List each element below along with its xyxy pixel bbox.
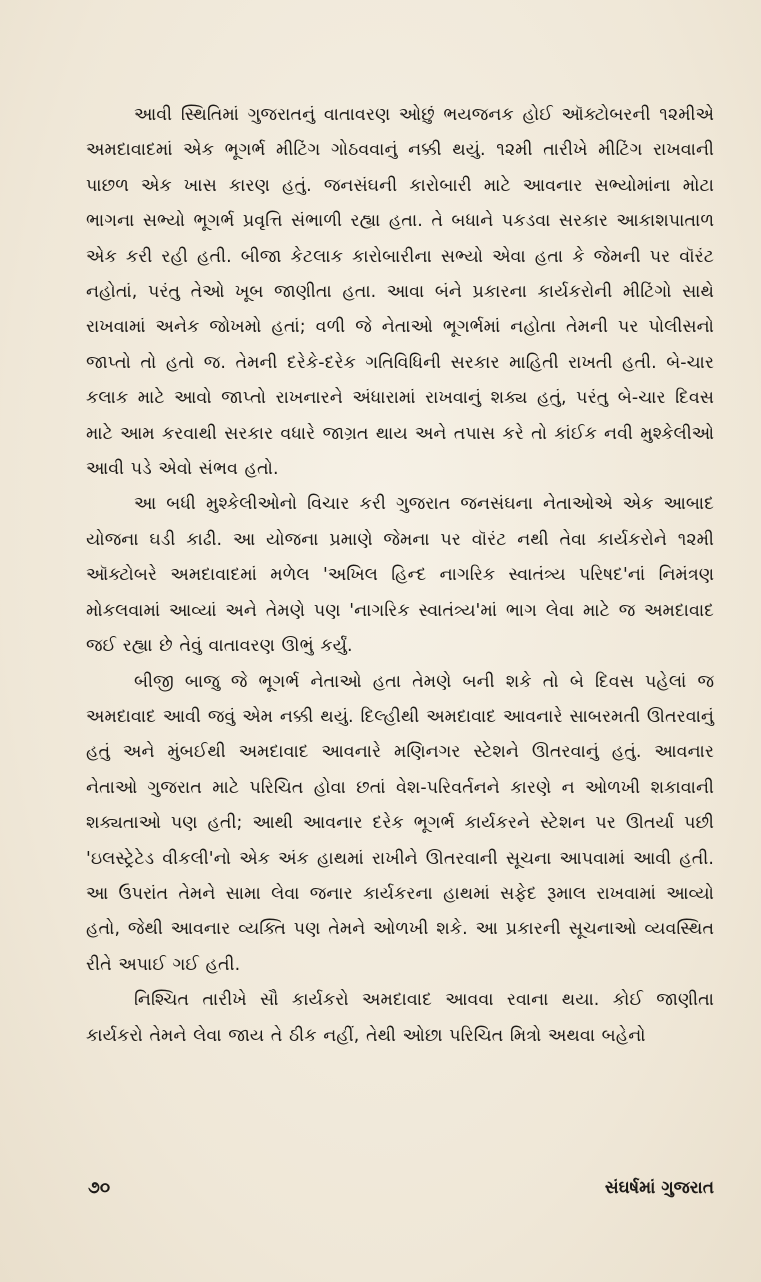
page-footer: [86, 1178, 714, 1206]
paragraph-2: આ બધી મુશ્કેલીઓનો વિચાર કરી ગુજરાત જનસંઘના નેતાઓએ એક આબાદ યોજના ઘડી કાઢી. આ યોજના પ્રમાણે જેમના પર વૉરંટ નથી તેવા કાર્યકરોને ૧૨મી ઑક્ટોબરે અમદાવાદમાં મળેલ 'અખિલ હિન્દ નાગરિક સ્વાતંત્ર્ય પરિષદ'નાં નિમંત્રણ મોકલવામાં આવ્યાં અને તેમણે પણ 'નાગરિક સ્વાતંત્ર્ય'માં ભાગ લેવા માટે જ અમદાવાદ જઈ રહ્યા છે તેવું વાતાવરણ ઊભું કર્યું.: [86, 494, 714, 657]
body-text: [86, 98, 714, 1054]
page-number: ૭૦: [88, 1178, 111, 1198]
paragraph-4: નિશ્ચિત તારીખે સૌ કાર્યકરો અમદાવાદ આવવા રવાના થયા. કોઈ જાણીતા કાર્યકરો તેમને લેવા જાય તે ઠીક નહીં, તેથી ઓછા પરિચિત મિત્રો અથવા બહેનો: [86, 990, 714, 1046]
paragraph-1: આવી સ્થિતિમાં ગુજરાતનું વાતાવરણ ઓછું ભયજનક હોઈ ઑક્ટોબરની ૧૨મીએ અમદાવાદમાં એક ભૂગર્ભ મીટિંગ ગોઠવવાનું નક્કી થયું. ૧૨મી તારીખે મીટિંગ રાખવાની પાછળ એક ખાસ કારણ હતું. જનસંઘની કારોબારી માટે આવનાર સભ્યોમાંના મોટા ભાગના સભ્યો ભૂગર્ભ પ્રવૃત્તિ સંભાળી રહ્યા હતા. તે બધાને પકડવા સરકાર આકાશપાતાળ એક કરી રહી હતી. બીજા કેટલાક કારોબારીના સભ્યો એવા હતા કે જેમની પર વૉરંટ નહોતાં, પરંતુ તેઓ ખૂબ જાણીતા હતા. આવા બંને પ્રકારના કાર્યકરોની મીટિંગો સાથે રાખવામાં અનેક જોખમો હતાં; વળી જે નેતાઓ ભૂગર્ભમાં નહોતા તેમની પર પોલીસનો જાપ્તો તો હતો જ. તેમની દરેકે-દરેક ગતિવિધિની સરકાર માહિતી રાખતી હતી. બે-ચાર કલાક માટે આવો જાપ્તો રાખનારને અંધારામાં રાખવાનું શક્ય હતું, પરંતુ બે-ચાર દિવસ માટે આમ કરવાથી સરકાર વધારે જાગ્રત થાય અને તપાસ કરે તો કાંઈક નવી મુશ્કેલીઓ આવી પડે એવો સંભવ હતો.: [86, 105, 714, 480]
book-title: સંઘર્ષમાં ગુજરાત: [604, 1178, 714, 1198]
paragraph-3: બીજી બાજુ જે ભૂગર્ભ નેતાઓ હતા તેમણે બની શકે તો બે દિવસ પહેલાં જ અમદાવાદ આવી જવું એમ નક્કી થયું. દિલ્હીથી અમદાવાદ આવનારે સાબરમતી ઊતરવાનું હતું અને મુંબઈથી અમદાવાદ આવનારે મણિનગર સ્ટેશને ઊતરવાનું હતું. આવનાર નેતાઓ ગુજરાત માટે પરિચિત હોવા છતાં વેશ-પરિવર્તનને કારણે ન ઓળખી શકાવાની શક્યતાઓ પણ હતી; આથી આવનાર દરેક ભૂગર્ભ કાર્યકરને સ્ટેશન પર ઊતર્યા પછી 'ઇલસ્ટ્રેટેડ વીકલી'નો એક અંક હાથમાં રાખીને ઊતરવાની સૂચના આપવામાં આવી હતી. આ ઉપરાંત તેમને સામા લેવા જનાર કાર્યકરના હાથમાં સફેદ રૂમાલ રાખવામાં આવ્યો હતો, જેથી આવનાર વ્યક્તિ પણ તેમને ઓળખી શકે. આ પ્રકારની સૂચનાઓ વ્યવસ્થિત રીતે અપાઈ ગઈ હતી.: [86, 671, 714, 975]
